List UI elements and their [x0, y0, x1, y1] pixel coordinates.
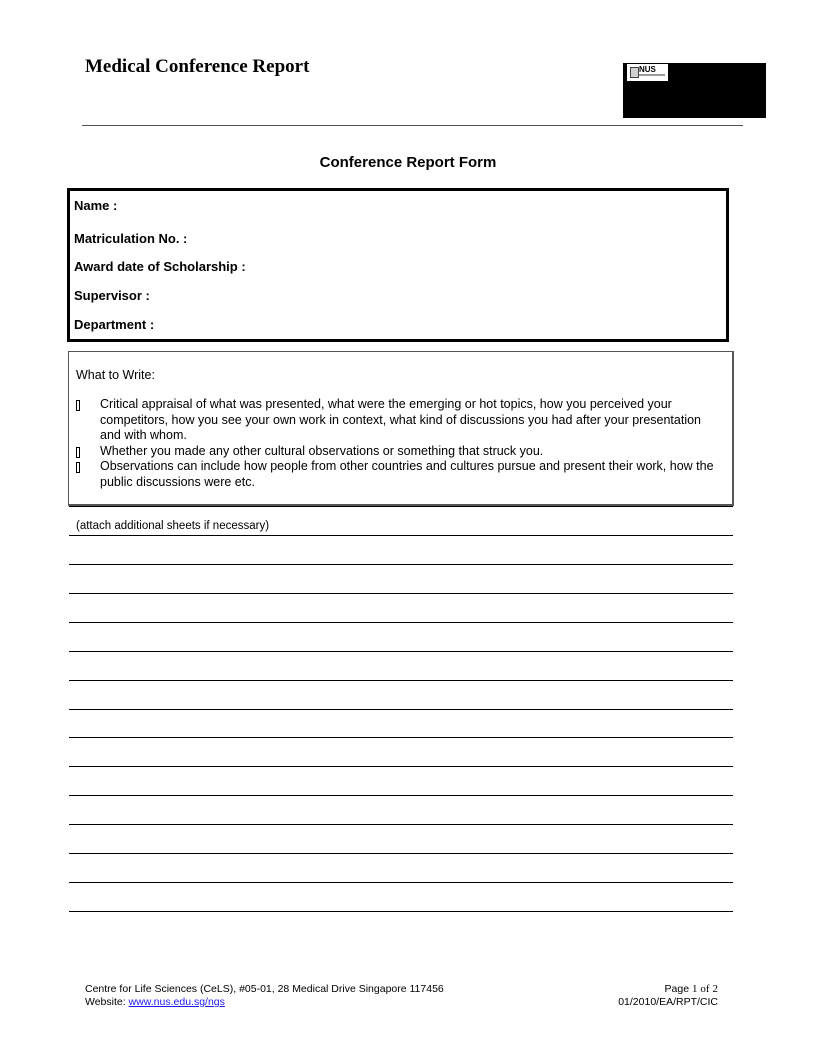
page-number [560, 983, 718, 996]
writing-line[interactable] [69, 853, 733, 854]
name-field-label[interactable]: Name : [74, 198, 118, 213]
guidance-item-text: Whether you made any other cultural observations or something that struck you. [100, 443, 544, 458]
writing-line[interactable] [69, 882, 733, 883]
writing-line[interactable] [69, 622, 733, 623]
form-title: Conference Report Form [319, 154, 497, 171]
header-divider [82, 125, 743, 126]
writing-line[interactable] [69, 766, 733, 767]
writing-guidance-box [68, 351, 734, 506]
list-item [76, 444, 716, 460]
writing-line[interactable] [69, 709, 733, 710]
writing-line[interactable] [69, 680, 733, 681]
writing-line[interactable] [69, 506, 733, 507]
page-label: Page [664, 983, 690, 995]
writing-line[interactable] [69, 593, 733, 594]
bullet-icon [76, 462, 80, 473]
writing-line[interactable] [69, 737, 733, 738]
page-total: 2 [712, 983, 718, 995]
footer-address: Centre for Life Sciences (CeLS), #05-01, 28 Medical Drive Singapore 117456 [85, 983, 444, 995]
bullet-icon [76, 400, 80, 411]
supervisor-field-label[interactable]: Supervisor : [74, 288, 150, 303]
attach-sheets-note: (attach additional sheets if necessary) [76, 520, 270, 532]
list-item [76, 459, 716, 490]
website-label: Website: [85, 996, 126, 1008]
guidance-item-text: Observations can include how people from other countries and cultures pursue and present their work, how the public discussions were etc. [100, 459, 714, 489]
nus-logo-badge [627, 64, 668, 81]
logo-subtitle-mark [639, 74, 665, 76]
logo-text: NUS [639, 65, 656, 74]
writing-line[interactable] [69, 824, 733, 825]
footer-website [85, 996, 444, 1009]
guidance-item-text: Critical appraisal of what was presented, what were the emerging or hot topics, how you perceived your competitors, how you see your own work in context, what kind of discussions you had after your presentation and with whom. [100, 397, 702, 442]
guidance-list [76, 397, 716, 490]
matriculation-field-label[interactable]: Matriculation No. : [74, 231, 188, 246]
writing-line[interactable] [69, 795, 733, 796]
guidance-heading: What to Write: [76, 368, 155, 382]
student-info-box [67, 188, 729, 342]
document-code: 01/2010/EA/RPT/CIC [618, 996, 718, 1008]
footer-address-block [85, 983, 444, 1009]
department-field-label[interactable]: Department : [74, 317, 155, 332]
website-link[interactable]: www.nus.edu.sg/ngs [128, 996, 225, 1008]
document-title: Medical Conference Report [85, 56, 310, 77]
footer-page-info [560, 983, 718, 1009]
writing-line[interactable] [69, 535, 733, 536]
page-of: of [700, 983, 710, 995]
bullet-icon [76, 447, 80, 458]
nus-logo [623, 63, 766, 118]
crest-icon [630, 67, 639, 78]
writing-line[interactable] [69, 911, 733, 912]
writing-line[interactable] [69, 564, 733, 565]
writing-line[interactable] [69, 651, 733, 652]
page-current: 1 [691, 983, 698, 995]
award-date-field-label[interactable]: Award date of Scholarship : [74, 259, 246, 274]
list-item [76, 397, 716, 444]
